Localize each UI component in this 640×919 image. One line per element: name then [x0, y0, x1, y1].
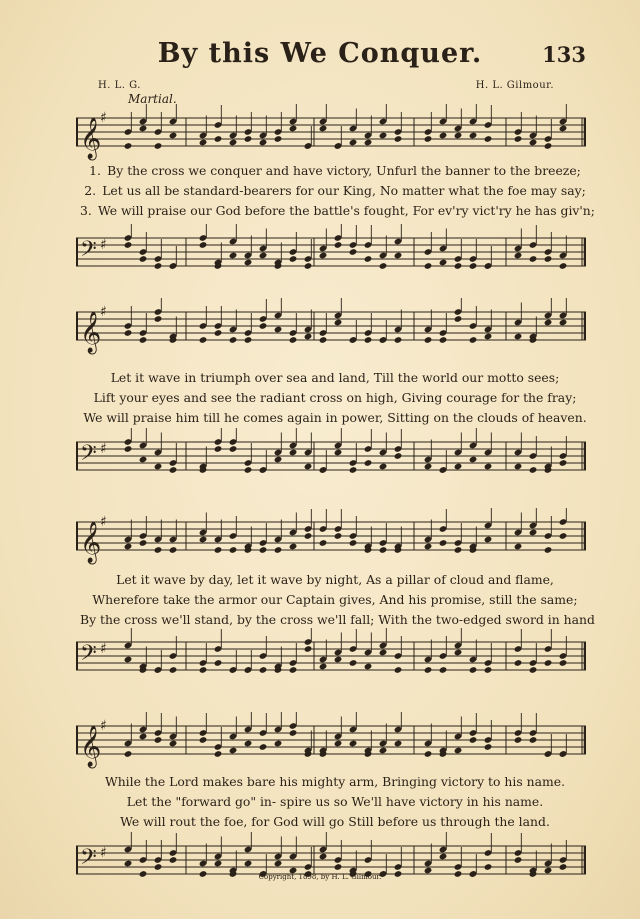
svg-text:𝄞: 𝄞 — [80, 522, 102, 563]
svg-text:♯: ♯ — [100, 641, 107, 657]
svg-text:𝄞: 𝄞 — [80, 312, 102, 353]
svg-text:♯: ♯ — [100, 304, 107, 320]
verse-line-3-2: Wherefore take the armor our Captain gives, And his promise, still the same; — [92, 592, 578, 607]
verse-line-1-3: 3. We will praise our God before the battle's fought, For ev'ry vict'ry he has giv'n; — [80, 203, 595, 218]
svg-text:𝄢: 𝄢 — [80, 441, 97, 471]
tempo-marking: Martial. — [128, 92, 177, 106]
svg-text:♯: ♯ — [100, 441, 107, 457]
svg-text:♯: ♯ — [100, 718, 107, 734]
composer-credit: H. L. Gilmour. — [475, 80, 554, 91]
page-number: 133 — [542, 42, 586, 67]
lyricist-credit: H. L. G. — [98, 80, 141, 91]
bass-staff-2 — [76, 428, 586, 488]
svg-text:𝄢: 𝄢 — [80, 237, 97, 267]
treble-staff-3 — [76, 508, 586, 568]
svg-text:𝄞: 𝄞 — [80, 726, 102, 767]
svg-text:♯: ♯ — [100, 110, 107, 126]
copyright-notice: Copyright, 1898, by H. L. Gilmour. — [258, 873, 382, 881]
verse-line-2-3: We will praise him till he comes again in power, Sitting on the clouds of heaven. — [83, 410, 587, 425]
verse-number: 2. — [84, 183, 97, 198]
verse-line-3-3: By the cross we'll stand, by the cross we'll fall; With the two-edged sword in hand — [80, 612, 595, 627]
verse-line-2-2: Lift your eyes and see the radiant cross on high, Giving courage for the fray; — [93, 390, 577, 405]
verse-number: 1. — [89, 163, 101, 178]
bass-staff-3 — [76, 628, 586, 688]
bass-staff-1 — [76, 224, 586, 284]
verse-line-4-3: We will rout the foe, for God will go Still before us through the land. — [120, 814, 550, 829]
verse-line-2-1: Let it wave in triumph over sea and land, Till the world our motto sees; — [110, 370, 560, 385]
svg-text:𝄢: 𝄢 — [80, 641, 97, 671]
verse-line-4-1: While the Lord makes bare his mighty arm, Bringing victory to his name. — [104, 774, 566, 789]
svg-text:𝄞: 𝄞 — [80, 118, 102, 159]
verse-number: 3. — [80, 203, 92, 218]
hymn-title: By this We Conquer. — [157, 38, 483, 69]
verse-line-1-1: 1. By the cross we conquer and have victory, Unfurl the banner to the breeze; — [89, 163, 581, 178]
verse-line-1-2: 2. Let us all be standard-bearers for our King, No matter what the foe may say; — [84, 183, 586, 198]
svg-text:♯: ♯ — [100, 845, 107, 861]
verse-line-3-1: Let it wave by day, let it wave by night, As a pillar of cloud and flame, — [116, 572, 554, 587]
treble-staff-2 — [76, 298, 586, 368]
svg-text:𝄢: 𝄢 — [80, 845, 97, 875]
svg-text:♯: ♯ — [100, 514, 107, 530]
treble-staff-1 — [76, 104, 586, 164]
verse-line-4-2: Let the "forward go" in- spire us so We'll have victory in his name. — [126, 794, 544, 809]
treble-staff-4 — [76, 712, 586, 772]
svg-text:♯: ♯ — [100, 237, 107, 253]
